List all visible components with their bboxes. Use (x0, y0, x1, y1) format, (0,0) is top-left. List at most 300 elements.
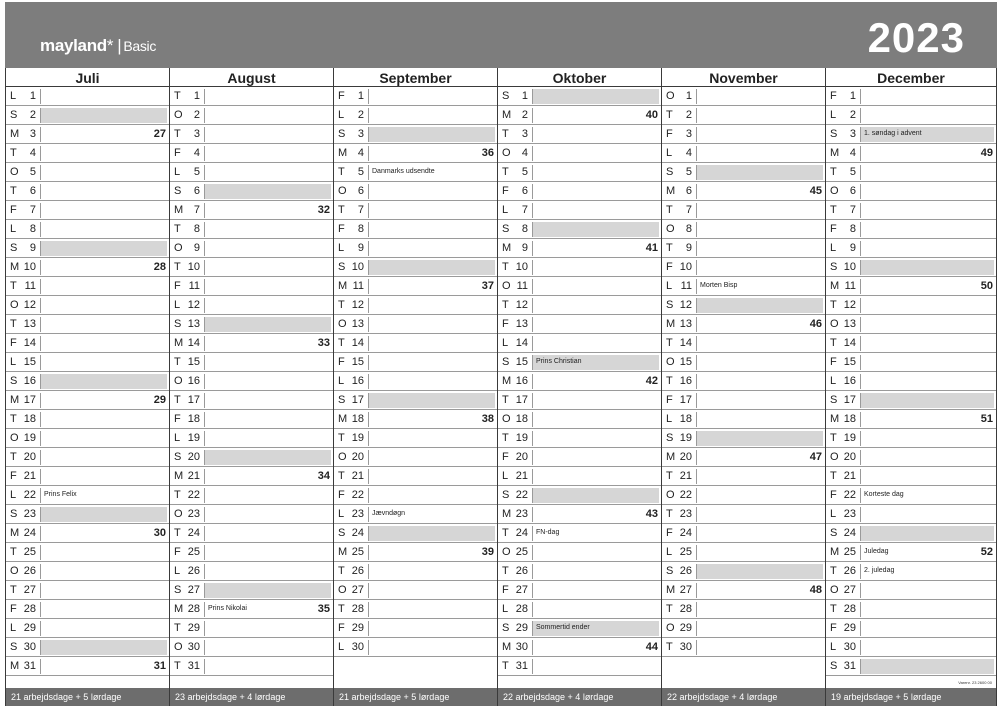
day-cell[interactable] (40, 279, 167, 294)
day-cell[interactable] (40, 564, 167, 579)
day-row (498, 87, 661, 106)
day-cell[interactable] (368, 431, 495, 446)
day-cell[interactable] (532, 488, 659, 503)
day-cell[interactable] (532, 393, 659, 408)
day-number: 7 (685, 204, 692, 216)
day-cell[interactable] (532, 469, 659, 484)
day-cell[interactable] (368, 564, 495, 579)
day-number: 25 (187, 546, 200, 558)
day-number: 18 (23, 413, 36, 425)
day-number: 28 (843, 603, 856, 615)
day-cell[interactable] (860, 222, 994, 237)
day-note: Prins Christian (536, 358, 582, 365)
day-row (170, 296, 333, 315)
day-cell[interactable] (696, 108, 823, 123)
day-cell[interactable] (860, 146, 994, 161)
day-cell[interactable] (368, 355, 495, 370)
weekday-letter: M (338, 546, 348, 558)
day-cell[interactable] (532, 108, 659, 123)
day-number: 15 (351, 356, 364, 368)
day-cell[interactable] (40, 222, 167, 237)
day-row (334, 562, 497, 581)
day-row (170, 220, 333, 239)
day-cell[interactable] (204, 241, 331, 256)
day-cell[interactable] (532, 165, 659, 180)
day-cell[interactable] (368, 146, 495, 161)
day-cell[interactable] (368, 298, 495, 313)
day-number: 10 (679, 261, 692, 273)
day-cell[interactable] (40, 108, 167, 123)
day-row (498, 258, 661, 277)
day-cell[interactable] (40, 431, 167, 446)
day-row (662, 201, 825, 220)
day-cell[interactable] (40, 260, 167, 275)
day-cell[interactable] (860, 279, 994, 294)
day-row (826, 239, 996, 258)
day-cell[interactable] (860, 450, 994, 465)
day-row (334, 220, 497, 239)
day-cell[interactable] (532, 279, 659, 294)
day-number: 24 (515, 527, 528, 539)
week-number: 39 (481, 546, 494, 558)
day-cell[interactable] (40, 317, 167, 332)
day-cell[interactable] (860, 317, 994, 332)
brand-logo (40, 36, 156, 56)
day-cell[interactable] (696, 184, 823, 199)
day-number: 23 (23, 508, 36, 520)
day-cell[interactable] (204, 336, 331, 351)
day-row (6, 144, 169, 163)
day-row (170, 486, 333, 505)
day-row (498, 220, 661, 239)
day-cell[interactable] (204, 431, 331, 446)
day-cell[interactable] (368, 602, 495, 617)
week-number: 47 (809, 451, 822, 463)
day-row (826, 144, 996, 163)
day-cell[interactable] (40, 165, 167, 180)
day-cell[interactable] (204, 507, 331, 522)
day-cell[interactable] (696, 621, 823, 636)
weekday-letter: F (502, 451, 509, 463)
day-cell[interactable] (204, 659, 331, 674)
day-row (170, 619, 333, 638)
weekday-letter: L (10, 489, 17, 501)
day-cell[interactable] (368, 184, 495, 199)
day-cell[interactable] (204, 393, 331, 408)
weekday-letter: T (174, 489, 181, 501)
day-row (826, 600, 996, 619)
brand-mark: * (106, 36, 114, 55)
day-cell[interactable] (532, 336, 659, 351)
day-cell[interactable] (204, 279, 331, 294)
day-row (170, 543, 333, 562)
day-cell[interactable] (532, 564, 659, 579)
day-cell[interactable] (40, 355, 167, 370)
weekday-letter: M (10, 394, 20, 406)
day-cell[interactable] (204, 184, 331, 199)
weekday-letter: F (502, 318, 509, 330)
day-cell[interactable] (860, 621, 994, 636)
day-cell[interactable] (532, 412, 659, 427)
day-cell[interactable] (368, 89, 495, 104)
day-cell[interactable] (368, 526, 495, 541)
day-row (6, 334, 169, 353)
weekday-letter: L (666, 147, 673, 159)
day-row (826, 372, 996, 391)
day-cell[interactable] (204, 526, 331, 541)
day-cell[interactable] (860, 165, 994, 180)
weekday-letter: L (10, 223, 17, 235)
weekday-letter: F (10, 603, 17, 615)
day-number: 25 (679, 546, 692, 558)
day-number: 22 (679, 489, 692, 501)
weekday-letter: O (830, 451, 839, 463)
day-cell[interactable] (368, 450, 495, 465)
weekday-letter: O (338, 318, 347, 330)
day-cell[interactable] (368, 393, 495, 408)
day-row (334, 600, 497, 619)
day-row (334, 391, 497, 410)
day-cell[interactable] (204, 640, 331, 655)
day-cell[interactable] (532, 602, 659, 617)
day-row (662, 429, 825, 448)
day-cell[interactable] (368, 336, 495, 351)
day-row (6, 600, 169, 619)
day-cell[interactable] (696, 374, 823, 389)
day-cell[interactable] (40, 602, 167, 617)
day-cell[interactable] (204, 621, 331, 636)
weekday-letter: O (174, 375, 183, 387)
day-cell[interactable] (40, 583, 167, 598)
weekday-letter: F (338, 489, 345, 501)
day-number: 5 (685, 166, 692, 178)
day-cell[interactable] (368, 621, 495, 636)
weekday-letter: F (338, 622, 345, 634)
day-number: 29 (843, 622, 856, 634)
day-cell[interactable] (696, 336, 823, 351)
day-cell[interactable] (204, 583, 331, 598)
day-row (498, 562, 661, 581)
day-row (826, 220, 996, 239)
day-row (662, 163, 825, 182)
day-row (334, 429, 497, 448)
day-row (6, 581, 169, 600)
day-number: 10 (515, 261, 528, 273)
day-cell[interactable] (532, 127, 659, 142)
day-cell[interactable] (860, 89, 994, 104)
day-number: 27 (187, 584, 200, 596)
day-cell[interactable] (696, 488, 823, 503)
day-cell[interactable] (204, 317, 331, 332)
day-cell[interactable] (532, 507, 659, 522)
day-number: 9 (685, 242, 692, 254)
day-number: 26 (23, 565, 36, 577)
week-number: 28 (153, 261, 166, 273)
day-cell[interactable] (204, 165, 331, 180)
day-row (826, 315, 996, 334)
day-cell[interactable] (532, 374, 659, 389)
day-cell[interactable] (40, 374, 167, 389)
weekday-letter: T (666, 641, 673, 653)
day-cell[interactable] (40, 298, 167, 313)
day-number: 30 (351, 641, 364, 653)
day-cell[interactable] (696, 165, 823, 180)
day-cell[interactable] (860, 184, 994, 199)
day-cell[interactable] (696, 355, 823, 370)
month-column-oktober (497, 68, 661, 706)
day-cell[interactable] (40, 89, 167, 104)
day-number: 30 (23, 641, 36, 653)
day-number: 17 (515, 394, 528, 406)
day-cell[interactable] (860, 374, 994, 389)
day-cell[interactable] (368, 203, 495, 218)
day-cell[interactable] (40, 127, 167, 142)
day-cell[interactable] (40, 184, 167, 199)
day-cell[interactable] (860, 469, 994, 484)
day-cell[interactable] (860, 336, 994, 351)
day-cell[interactable] (368, 127, 495, 142)
weekday-letter: F (830, 90, 837, 102)
day-row (334, 163, 497, 182)
day-cell[interactable] (532, 89, 659, 104)
day-cell[interactable] (532, 146, 659, 161)
day-cell[interactable] (40, 146, 167, 161)
day-number: 6 (193, 185, 200, 197)
day-cell[interactable] (368, 488, 495, 503)
day-cell[interactable] (532, 317, 659, 332)
day-number: 8 (685, 223, 692, 235)
day-row (498, 467, 661, 486)
day-cell[interactable] (696, 89, 823, 104)
day-cell[interactable] (204, 355, 331, 370)
day-cell[interactable] (204, 545, 331, 560)
day-number: 8 (521, 223, 528, 235)
day-cell[interactable] (696, 260, 823, 275)
day-cell[interactable] (532, 545, 659, 560)
day-cell[interactable] (40, 545, 167, 560)
weekday-letter: T (666, 242, 673, 254)
weekday-letter: T (338, 432, 345, 444)
day-number: 4 (521, 147, 528, 159)
weekday-letter: T (830, 299, 837, 311)
weekday-letter: L (502, 603, 509, 615)
day-cell[interactable] (696, 393, 823, 408)
weekday-letter: O (174, 508, 183, 520)
day-cell[interactable] (860, 260, 994, 275)
day-cell[interactable] (40, 640, 167, 655)
day-cell[interactable] (368, 108, 495, 123)
day-cell[interactable] (204, 203, 331, 218)
weekday-letter: S (10, 242, 18, 254)
day-cell[interactable] (696, 450, 823, 465)
day-cell[interactable] (696, 241, 823, 256)
weekday-letter: S (10, 375, 18, 387)
day-cell[interactable] (368, 469, 495, 484)
day-number: 22 (515, 489, 528, 501)
day-cell[interactable] (696, 545, 823, 560)
day-row (662, 619, 825, 638)
day-cell[interactable] (532, 222, 659, 237)
day-cell[interactable] (368, 260, 495, 275)
day-number: 15 (187, 356, 200, 368)
day-cell[interactable] (40, 450, 167, 465)
day-cell[interactable] (40, 336, 167, 351)
day-cell[interactable] (204, 222, 331, 237)
day-cell[interactable] (532, 241, 659, 256)
day-cell[interactable] (696, 146, 823, 161)
day-number: 6 (29, 185, 36, 197)
day-cell[interactable] (204, 146, 331, 161)
day-cell[interactable] (860, 640, 994, 655)
day-row (170, 144, 333, 163)
weekday-letter: L (830, 242, 837, 254)
day-cell[interactable] (696, 203, 823, 218)
day-number: 19 (843, 432, 856, 444)
day-row (826, 87, 996, 106)
day-cell[interactable] (40, 203, 167, 218)
day-number: 1 (357, 90, 364, 102)
day-cell[interactable] (368, 545, 495, 560)
day-number: 18 (515, 413, 528, 425)
weekday-letter: T (10, 147, 17, 159)
day-cell[interactable] (40, 469, 167, 484)
weekday-letter: S (338, 261, 346, 273)
day-cell[interactable] (532, 640, 659, 655)
day-cell[interactable] (204, 564, 331, 579)
day-cell[interactable] (532, 583, 659, 598)
day-cell[interactable] (368, 317, 495, 332)
day-cell[interactable] (860, 583, 994, 598)
day-cell[interactable] (40, 526, 167, 541)
day-cell[interactable] (204, 260, 331, 275)
day-cell[interactable] (696, 469, 823, 484)
day-cell[interactable] (532, 203, 659, 218)
day-row (170, 353, 333, 372)
day-number: 12 (515, 299, 528, 311)
day-row (662, 125, 825, 144)
weekday-letter: T (666, 375, 673, 387)
day-cell[interactable] (204, 469, 331, 484)
day-number: 15 (843, 356, 856, 368)
weekday-letter: T (830, 166, 837, 178)
weekday-letter: T (174, 527, 181, 539)
day-cell[interactable] (696, 564, 823, 579)
day-row (826, 581, 996, 600)
day-cell[interactable] (860, 659, 994, 674)
day-cell[interactable] (368, 222, 495, 237)
day-cell[interactable] (204, 127, 331, 142)
weekday-letter: F (338, 223, 345, 235)
day-note: Juledag (864, 548, 889, 555)
month-column-december (825, 68, 997, 706)
weekday-letter: M (830, 546, 840, 558)
day-cell[interactable] (204, 89, 331, 104)
day-cell[interactable] (696, 298, 823, 313)
weekday-letter: M (502, 109, 512, 121)
day-cell[interactable] (40, 621, 167, 636)
day-cell[interactable] (860, 393, 994, 408)
day-cell[interactable] (368, 241, 495, 256)
day-row (662, 448, 825, 467)
day-cell[interactable] (532, 659, 659, 674)
day-number: 21 (351, 470, 364, 482)
day-cell[interactable] (696, 431, 823, 446)
day-number: 14 (843, 337, 856, 349)
day-cell[interactable] (860, 412, 994, 427)
day-cell[interactable] (860, 241, 994, 256)
day-cell[interactable] (860, 602, 994, 617)
day-cell[interactable] (696, 127, 823, 142)
weekday-letter: S (10, 109, 18, 121)
day-number: 3 (193, 128, 200, 140)
weekday-letter: S (10, 508, 18, 520)
day-cell[interactable] (696, 526, 823, 541)
day-cell[interactable] (204, 488, 331, 503)
day-cell[interactable] (696, 222, 823, 237)
day-cell[interactable] (532, 260, 659, 275)
day-cell[interactable] (860, 298, 994, 313)
day-cell[interactable] (40, 393, 167, 408)
day-cell[interactable] (204, 412, 331, 427)
weekday-letter: O (830, 185, 839, 197)
day-cell[interactable] (204, 374, 331, 389)
day-cell[interactable] (696, 507, 823, 522)
day-cell[interactable] (532, 298, 659, 313)
day-cell[interactable] (696, 602, 823, 617)
day-row (662, 562, 825, 581)
day-row (826, 201, 996, 220)
day-cell[interactable] (532, 450, 659, 465)
day-number: 24 (23, 527, 36, 539)
day-number: 23 (515, 508, 528, 520)
day-cell[interactable] (696, 412, 823, 427)
day-cell[interactable] (696, 317, 823, 332)
day-cell[interactable] (204, 450, 331, 465)
day-cell[interactable] (532, 184, 659, 199)
day-number: 29 (351, 622, 364, 634)
day-cell[interactable] (368, 412, 495, 427)
day-number: 11 (352, 280, 364, 292)
day-cell[interactable] (368, 279, 495, 294)
day-cell[interactable] (860, 526, 994, 541)
weekday-letter: O (666, 622, 675, 634)
day-cell[interactable] (860, 203, 994, 218)
day-cell[interactable] (40, 412, 167, 427)
day-cell[interactable] (204, 298, 331, 313)
day-cell[interactable] (860, 355, 994, 370)
weekday-letter: T (666, 603, 673, 615)
day-number: 8 (849, 223, 856, 235)
day-cell[interactable] (368, 640, 495, 655)
day-cell[interactable] (860, 108, 994, 123)
day-cell[interactable] (368, 583, 495, 598)
day-row (334, 372, 497, 391)
day-cell[interactable] (368, 374, 495, 389)
day-cell[interactable] (40, 659, 167, 674)
day-cell[interactable] (204, 108, 331, 123)
day-cell[interactable] (40, 507, 167, 522)
day-note: Jævndøgn (372, 510, 406, 517)
day-row (498, 182, 661, 201)
day-row (6, 201, 169, 220)
day-number: 4 (849, 147, 856, 159)
day-cell[interactable] (860, 431, 994, 446)
day-cell[interactable] (860, 507, 994, 522)
day-cell[interactable] (40, 241, 167, 256)
day-cell[interactable] (696, 583, 823, 598)
day-cell[interactable] (696, 640, 823, 655)
day-cell[interactable] (532, 431, 659, 446)
